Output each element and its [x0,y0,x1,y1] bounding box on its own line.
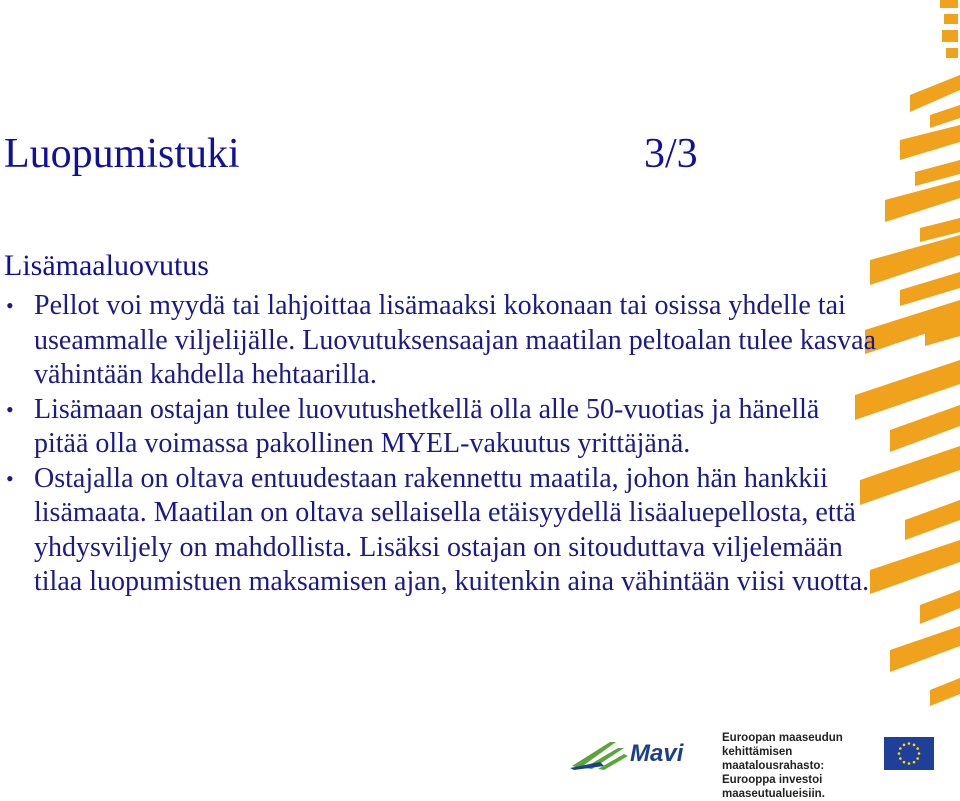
bullet-icon: • [6,396,14,422]
eu-text-line: Eurooppa investoi maaseutualueisiin. [722,774,825,800]
eu-star-icon [903,761,906,764]
eu-star-icon [913,761,916,764]
eu-star-icon [898,752,901,755]
bullet-item [0,393,880,462]
bullet-text: Ostajalla on oltava entuudestaan rakennettu maatila, johon hän hankkii lisämaata. Maatilan on oltava sellaisella etäisyydellä lisäaluepellosta, että yhdysviljely on mahdollista. Lisäksi ostajan on sitouduttava viljelemään tilaa luopumistuen maksamisen ajan, kuitenkin aina vähintään viisi vuotta. [34,462,870,597]
title-text: Luopumistuki [4,131,240,177]
section-heading: Lisämaaluovutus [4,249,209,282]
eu-star-icon [913,744,916,747]
bullet-text: Pellot voi myydä tai lahjoittaa lisämaaksi kokonaan tai osissa yhdelle tai useammalle viljelijälle. Luovutuksensaajan maatilan peltoalan tulee kasvaa vähintään kahdella hehtaarilla. [34,290,877,390]
bullet-icon: • [6,465,14,491]
bullet-item [0,462,880,600]
page-counter: 3/3 [644,131,698,177]
eu-star-icon [908,762,911,765]
eu-flag-icon [884,737,934,770]
mavi-label: Mavi [630,740,684,767]
eu-star-icon [908,742,911,745]
bullet-icon: • [6,293,14,318]
bullet-list [0,289,880,600]
eu-star-icon [903,744,906,747]
eu-funding-text [722,731,892,801]
bullet-text: Lisämaan ostajan tulee luovutushetkellä olla alle 50-vuotias ja hänellä pitää olla voimassa pakollinen MYEL-vakuutus yrittäjänä. [34,393,820,459]
eu-text-line: kehittämisen maatalousrahasto: [722,746,825,772]
eu-star-icon [916,757,919,760]
eu-star-icon [899,747,902,750]
eu-star-icon [916,747,919,750]
eu-text-line: Euroopan maaseudun [722,732,843,744]
eu-star-icon [918,752,921,755]
page-title [4,128,698,180]
bullet-item [0,289,880,393]
eu-star-icon [899,757,902,760]
